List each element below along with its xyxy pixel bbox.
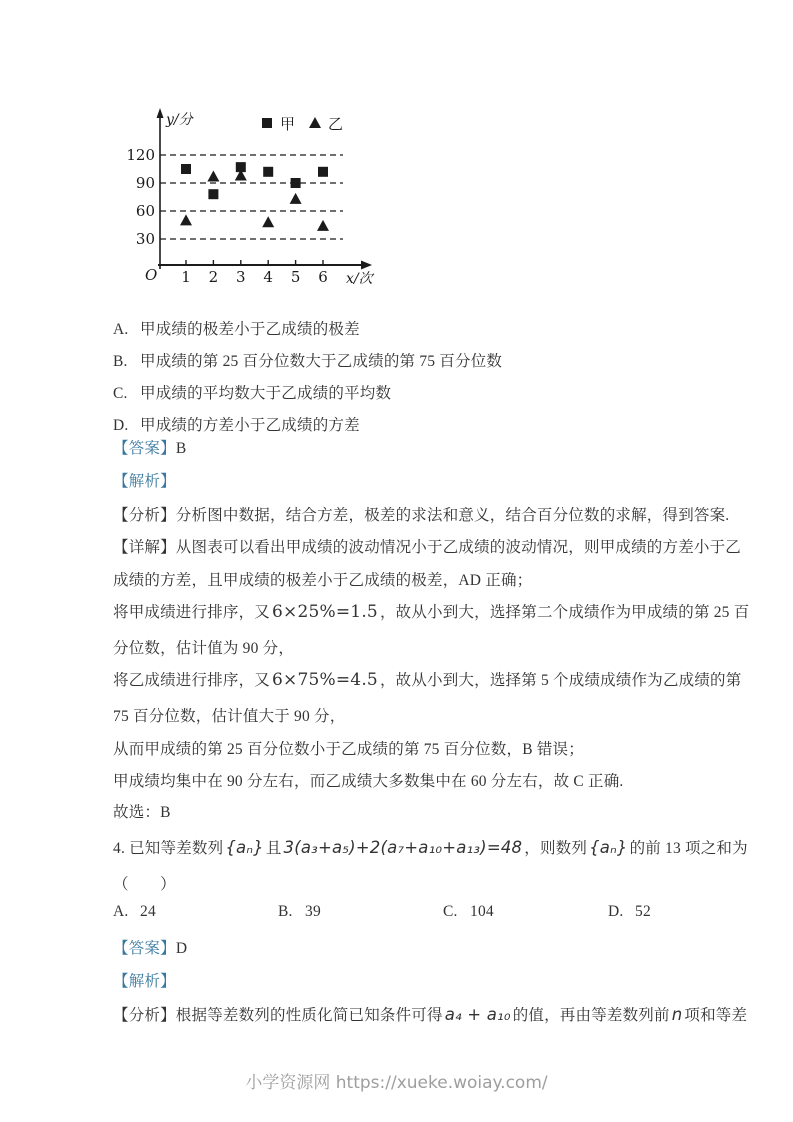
q3-sort-yi-line1 <box>113 668 741 690</box>
text-segment: ，故从小到大，选择第 5 个成绩成绩作为乙成绩的第 <box>379 672 742 689</box>
svg-text:3: 3 <box>236 268 246 286</box>
text-segment: 的值，再由等差数列前 <box>512 1007 670 1024</box>
score-scatter-chart <box>118 106 418 296</box>
q4-stem-line2: （ ） <box>113 876 176 893</box>
term-sum-formula: a₄ + a₁₀ <box>444 1005 511 1024</box>
option-label: A. <box>113 903 129 920</box>
option-label: D. <box>113 417 129 434</box>
option-text: 甲成绩的平均数大于乙成绩的平均数 <box>140 385 392 402</box>
svg-text:O: O <box>145 266 158 284</box>
q3-detail-line1: 【详解】从图表可以看出甲成绩的波动情况小于乙成绩的波动情况，则甲成绩的方差小于乙 <box>113 539 742 556</box>
q3-conclusion-c: 甲成绩均集中在 90 分左右，而乙成绩大多数集中在 60 分左右，故 C 正确. <box>113 773 624 790</box>
site-watermark: 小学资源网 https://xueke.woiay.com/ <box>245 1073 548 1093</box>
q3-option-b <box>113 349 502 371</box>
q3-sort-yi-line2: 75 百分位数，估计值大于 90 分， <box>113 708 346 725</box>
q3-jiexi-line <box>113 469 176 491</box>
text-segment: 【分析】根据等差数列的性质化简已知条件可得 <box>113 1007 443 1024</box>
percent-formula: 6×25%=1.5 <box>272 602 378 622</box>
sequence-equation: 3(a₃+a₅)+2(a₇+a₁₀+a₁₃)=48 <box>283 838 523 857</box>
option-label: B. <box>278 903 293 920</box>
svg-text:120: 120 <box>126 146 155 164</box>
text-segment: 的前 13 项之和为 <box>629 840 748 857</box>
q4-answer-line <box>113 936 187 958</box>
q4-jiexi-line <box>113 969 176 991</box>
svg-text:5: 5 <box>290 268 301 286</box>
variable-n: n <box>671 1005 683 1024</box>
option-label: B. <box>113 353 128 370</box>
jiexi-label: 【解析】 <box>113 473 176 490</box>
option-text: 52 <box>635 903 651 920</box>
option-label: A. <box>113 321 129 338</box>
text-segment: ，则数列 <box>524 840 588 857</box>
sequence-notation: {aₙ} <box>589 838 628 857</box>
chart-figure <box>118 106 418 296</box>
q3-analysis-line: 【分析】分析图中数据，结合方差，极差的求法和意义，结合百分位数的求解，得到答案. <box>113 507 730 524</box>
answer-value: D <box>175 940 188 957</box>
option-text: 39 <box>305 903 321 920</box>
q3-detail-line2: 成绩的方差，且甲成绩的极差小于乙成绩的极差，AD 正确； <box>113 572 533 589</box>
svg-text:2: 2 <box>208 268 219 286</box>
q3-option-d <box>113 413 360 435</box>
svg-text:6: 6 <box>318 268 328 286</box>
sequence-notation: {aₙ} <box>225 838 264 857</box>
text-segment: 将乙成绩进行排序，又 <box>113 672 271 689</box>
answer-value: B <box>175 440 187 457</box>
svg-text:甲: 甲 <box>280 115 296 133</box>
percent-formula: 6×75%=4.5 <box>272 670 378 690</box>
option-label: C. <box>443 903 458 920</box>
answer-label: 【答案】 <box>113 440 176 457</box>
option-text: 24 <box>140 903 156 920</box>
svg-text:x/次: x/次 <box>346 271 373 287</box>
jiexi-label: 【解析】 <box>113 973 176 990</box>
svg-text:90: 90 <box>135 174 155 192</box>
text-segment: 项和等差 <box>684 1007 748 1024</box>
svg-text:60: 60 <box>135 202 155 220</box>
answer-label: 【答案】 <box>113 940 176 957</box>
svg-text:乙: 乙 <box>328 115 344 133</box>
option-text: 甲成绩的极差小于乙成绩的极差 <box>140 321 360 338</box>
q3-sort-jia-line1 <box>113 600 749 622</box>
option-text: 甲成绩的方差小于乙成绩的方差 <box>140 417 360 434</box>
svg-text:4: 4 <box>263 268 273 286</box>
q3-conclusion-b: 从而甲成绩的第 25 百分位数小于乙成绩的第 75 百分位数，B 错误； <box>113 741 584 758</box>
q4-option-b <box>278 903 321 921</box>
q3-option-a <box>113 317 360 339</box>
text-segment: 4. 已知等差数列 <box>113 840 224 857</box>
q4-analysis-line <box>113 1003 747 1025</box>
q3-answer-line <box>113 436 186 458</box>
q4-stem-line1 <box>113 836 748 858</box>
svg-text:1: 1 <box>181 268 191 286</box>
option-text: 104 <box>470 903 494 920</box>
option-text: 甲成绩的第 25 百分位数大于乙成绩的第 75 百分位数 <box>140 353 503 370</box>
q3-option-c <box>113 381 391 403</box>
option-label: D. <box>608 903 624 920</box>
svg-text:30: 30 <box>135 230 155 248</box>
q3-sort-jia-line2: 分位数，估计值为 90 分， <box>113 640 295 657</box>
text-segment: 且 <box>265 840 282 857</box>
option-label: C. <box>113 385 128 402</box>
q3-final-choice: 故选：B <box>113 804 171 821</box>
q4-option-d <box>608 903 651 921</box>
text-segment: 将甲成绩进行排序，又 <box>113 604 271 621</box>
svg-text:y/分: y/分 <box>166 112 193 128</box>
text-segment: ，故从小到大，选择第二个成绩作为甲成绩的第 25 百 <box>379 604 750 621</box>
q4-option-c <box>443 903 494 921</box>
q4-option-a <box>113 903 156 921</box>
